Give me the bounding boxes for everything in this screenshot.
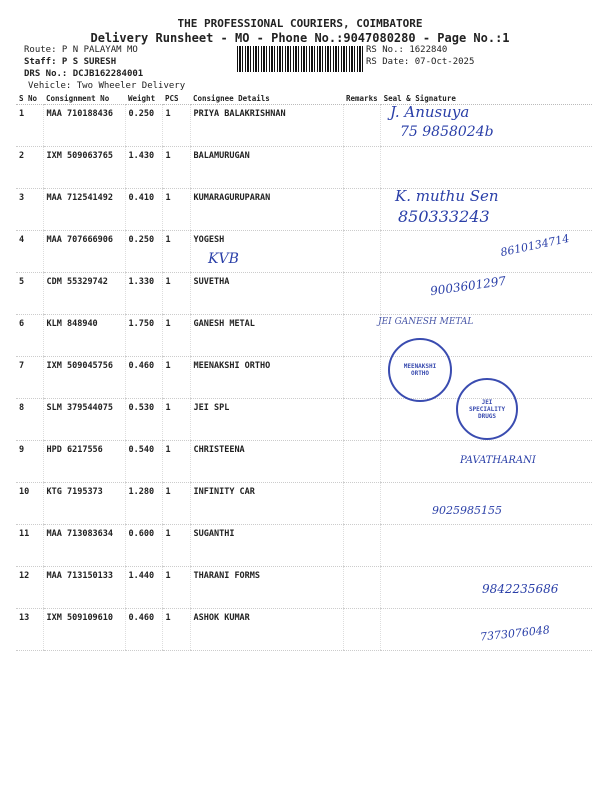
cell-sno: 12 xyxy=(16,567,43,609)
cell-pcs: 1 xyxy=(162,609,190,651)
cell-cn: KLM 848940 xyxy=(43,315,125,357)
column-header: S No xyxy=(16,92,43,105)
cell-cn: HPD 6217556 xyxy=(43,441,125,483)
cell-remarks xyxy=(343,399,381,441)
cell-wt: 1.750 xyxy=(125,315,162,357)
cell-cn: MAA 712541492 xyxy=(43,189,125,231)
cell-remarks xyxy=(343,189,381,231)
cell-sno: 2 xyxy=(16,147,43,189)
cell-pcs: 1 xyxy=(162,357,190,399)
cell-name: JEI SPL xyxy=(190,399,343,441)
cell-pcs: 1 xyxy=(162,231,190,273)
phone-row-3: 850333243 xyxy=(398,207,490,226)
cell-sno: 6 xyxy=(16,315,43,357)
cell-remarks xyxy=(343,231,381,273)
phone-row-10: 9025985155 xyxy=(432,504,502,517)
phone-row-13: 7373076048 xyxy=(479,623,551,644)
route: Route: P N PALAYAM MO xyxy=(24,45,138,55)
drs-number: DRS No.: DCJB162284001 xyxy=(24,69,144,79)
vehicle: Vehicle: Two Wheeler Delivery xyxy=(28,81,186,91)
cell-remarks xyxy=(343,105,381,147)
cell-wt: 0.460 xyxy=(125,357,162,399)
cell-wt: 1.430 xyxy=(125,147,162,189)
cell-pcs: 1 xyxy=(162,315,190,357)
cell-sno: 3 xyxy=(16,189,43,231)
cell-pcs: 1 xyxy=(162,567,190,609)
cell-sno: 1 xyxy=(16,105,43,147)
signature-row-3: K. muthu Sen xyxy=(395,187,499,205)
signature-row-9: PAVATHARANI xyxy=(460,455,536,466)
cell-cn: MAA 713150133 xyxy=(43,567,125,609)
consignment-table xyxy=(16,92,592,651)
rs-date: RS Date: 07-Oct-2025 xyxy=(366,57,475,67)
cell-name: THARANI FORMS xyxy=(190,567,343,609)
cell-sno: 11 xyxy=(16,525,43,567)
table-row xyxy=(16,483,592,525)
cell-signature xyxy=(381,147,592,189)
cell-wt: 0.600 xyxy=(125,525,162,567)
phone-row-5: 9003601297 xyxy=(429,273,507,299)
cell-wt: 0.410 xyxy=(125,189,162,231)
cell-sno: 10 xyxy=(16,483,43,525)
cell-cn: KTG 7195373 xyxy=(43,483,125,525)
table-row xyxy=(16,147,592,189)
cell-cn: IXM 509063765 xyxy=(43,147,125,189)
phone-row-1: 75 9858024b xyxy=(400,124,494,140)
cell-remarks xyxy=(343,483,381,525)
cell-sno: 13 xyxy=(16,609,43,651)
note-row-4: KVB xyxy=(208,251,239,267)
stamp-row-8 xyxy=(456,378,518,440)
column-header: Consignment No xyxy=(43,92,125,105)
cell-name: SUGANTHI xyxy=(190,525,343,567)
cell-wt: 1.440 xyxy=(125,567,162,609)
cell-name: MEENAKSHI ORTHO xyxy=(190,357,343,399)
column-header: Seal & Signature xyxy=(381,92,592,105)
rs-number: RS No.: 1622840 xyxy=(366,45,448,55)
runsheet-title: Delivery Runsheet - MO - Phone No.:9047080280 - Page No.:1 xyxy=(90,31,510,45)
cell-wt: 0.530 xyxy=(125,399,162,441)
table-row xyxy=(16,525,592,567)
cell-wt: 0.460 xyxy=(125,609,162,651)
stamp-text: MEENAKSHI ORTHO xyxy=(403,363,437,377)
stamp-row-6: JEI GANESH METAL xyxy=(378,317,474,327)
cell-name: CHRISTEENA xyxy=(190,441,343,483)
cell-cn: MAA 707666906 xyxy=(43,231,125,273)
stamp-text: JEI SPECIALITY DRUGS xyxy=(468,398,506,420)
cell-wt: 1.330 xyxy=(125,273,162,315)
cell-pcs: 1 xyxy=(162,105,190,147)
cell-remarks xyxy=(343,273,381,315)
cell-remarks xyxy=(343,315,381,357)
barcode xyxy=(237,46,363,72)
phone-row-4: 8610134714 xyxy=(499,231,571,260)
cell-remarks xyxy=(343,525,381,567)
cell-name: INFINITY CAR xyxy=(190,483,343,525)
cell-cn: MAA 713083634 xyxy=(43,525,125,567)
cell-sno: 8 xyxy=(16,399,43,441)
cell-name: GANESH METAL xyxy=(190,315,343,357)
company-name: THE PROFESSIONAL COURIERS, COIMBATORE xyxy=(177,17,423,30)
cell-sno: 9 xyxy=(16,441,43,483)
phone-row-12: 9842235686 xyxy=(482,582,559,596)
cell-pcs: 1 xyxy=(162,147,190,189)
cell-sno: 5 xyxy=(16,273,43,315)
cell-pcs: 1 xyxy=(162,273,190,315)
cell-pcs: 1 xyxy=(162,189,190,231)
cell-sno: 4 xyxy=(16,231,43,273)
cell-wt: 0.250 xyxy=(125,105,162,147)
cell-remarks xyxy=(343,357,381,399)
signature-row-1: J. Anusuya xyxy=(390,103,470,121)
cell-signature xyxy=(381,525,592,567)
cell-pcs: 1 xyxy=(162,399,190,441)
cell-remarks xyxy=(343,147,381,189)
column-header: Consignee Details xyxy=(190,92,343,105)
column-header: Weight xyxy=(125,92,162,105)
cell-remarks xyxy=(343,567,381,609)
cell-pcs: 1 xyxy=(162,441,190,483)
table-row xyxy=(16,315,592,357)
cell-wt: 0.540 xyxy=(125,441,162,483)
cell-remarks xyxy=(343,609,381,651)
cell-name: KUMARAGURUPARAN xyxy=(190,189,343,231)
column-header: Remarks xyxy=(343,92,381,105)
table-row xyxy=(16,189,592,231)
cell-pcs: 1 xyxy=(162,483,190,525)
cell-name: ASHOK KUMAR xyxy=(190,609,343,651)
cell-remarks xyxy=(343,441,381,483)
column-header: PCS xyxy=(162,92,190,105)
staff: Staff: P S SURESH xyxy=(24,57,117,67)
table-row xyxy=(16,105,592,147)
cell-wt: 1.280 xyxy=(125,483,162,525)
cell-name: PRIYA BALAKRISHNAN xyxy=(190,105,343,147)
cell-cn: IXM 509109610 xyxy=(43,609,125,651)
cell-cn: CDM 55329742 xyxy=(43,273,125,315)
cell-cn: MAA 710188436 xyxy=(43,105,125,147)
cell-cn: SLM 379544075 xyxy=(43,399,125,441)
cell-name: BALAMURUGAN xyxy=(190,147,343,189)
stamp-row-7 xyxy=(388,338,452,402)
cell-pcs: 1 xyxy=(162,525,190,567)
cell-name: YOGESH xyxy=(190,231,343,273)
cell-cn: IXM 509045756 xyxy=(43,357,125,399)
cell-wt: 0.250 xyxy=(125,231,162,273)
cell-name: SUVETHA xyxy=(190,273,343,315)
cell-sno: 7 xyxy=(16,357,43,399)
